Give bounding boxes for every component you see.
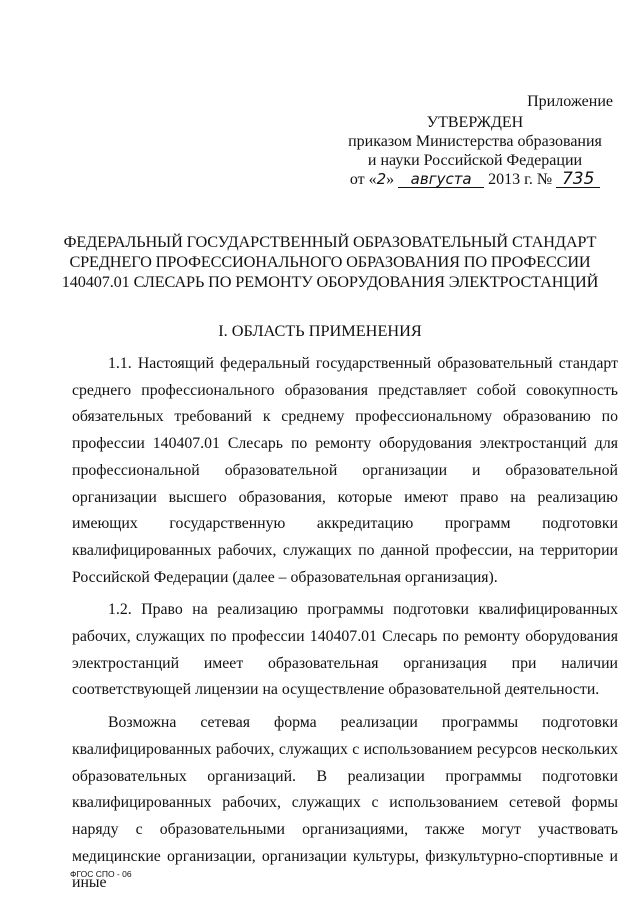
document-title xyxy=(40,232,620,292)
paragraph-1-1: 1.1. Настоящий федеральный государственный образовательный стандарт среднего профессионального образования представляет собой совокупность обязательных требований к среднему профессиональному образованию по профессии 140407.01 Слесарь по ремонту оборудования электростанций для профессиональной образовательной организации и образовательной организации высшего образования, которые имеют право на реализацию имеющих государственную аккредитацию программ подготовки квалифицированных рабочих, служащих по данной профессии, на территории Российской Федерации (далее – образовательная организация). xyxy=(72,355,618,586)
order-number: 735 xyxy=(556,171,600,188)
title-line-2: СРЕДНЕГО ПРОФЕССИОНАЛЬНОГО ОБРАЗОВАНИЯ ПО ПРОФЕССИИ xyxy=(69,252,591,271)
date-year: 2013 г. № xyxy=(488,171,553,188)
approved-line-1: приказом Министерства образования xyxy=(348,133,602,150)
title-line-1: ФЕДЕРАЛЬНЫЙ ГОСУДАРСТВЕННЫЙ ОБРАЗОВАТЕЛЬНЫЙ СТАНДАРТ xyxy=(63,232,597,251)
approval-block xyxy=(340,113,610,189)
approved-title: УТВЕРЖДЕН xyxy=(426,114,524,131)
body-text xyxy=(72,351,618,897)
approval-date-line xyxy=(340,170,610,189)
date-month: августа xyxy=(398,171,484,188)
appendix-label: Приложение xyxy=(527,93,613,110)
date-separator: » xyxy=(386,171,395,188)
date-day: 2 xyxy=(376,170,387,188)
paragraph-1-2: 1.2. Право на реализацию программы подготовки квалифицированных рабочих, служащих по профессии 140407.01 Слесарь по ремонту оборудования электростанций имеет образовательная организация при наличии соответствующей лицензии на осуществление образовательной деятельности. xyxy=(72,601,618,699)
approved-line-2: и науки Российской Федерации xyxy=(367,152,583,169)
paragraph-network-form: Возможна сетевая форма реализации программы подготовки квалифицированных рабочих, служащих с использованием ресурсов нескольких образовательных организаций. В реализации программы подготовки квалифицированных рабочих, служащих с использованием сетевой формы наряду с образовательными организациями, также могут участвовать медицинские организации, организации культуры, физкультурно-спортивные и иные xyxy=(72,714,618,892)
footer-code: ФГОС СПО - 06 xyxy=(70,869,132,879)
section-title: I. ОБЛАСТЬ ПРИМЕНЕНИЯ xyxy=(218,321,422,340)
title-line-3: 140407.01 СЛЕСАРЬ ПО РЕМОНТУ ОБОРУДОВАНИЯ ЭЛЕКТРОСТАНЦИЙ xyxy=(61,272,599,291)
date-prefix: от « xyxy=(349,171,377,188)
